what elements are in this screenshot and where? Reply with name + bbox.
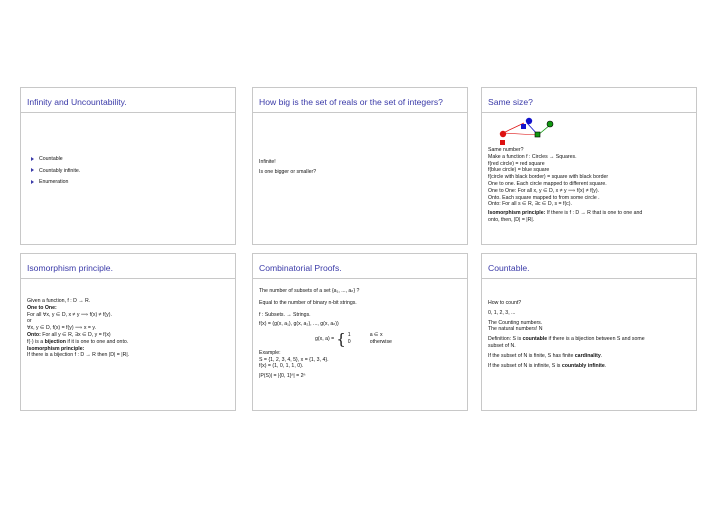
- text-line: The number of subsets of a set {a₁, ..., aₙ} ?: [259, 288, 360, 294]
- one-to-one-label: One to One:: [27, 304, 57, 311]
- slide-title: Combinatorial Proofs.: [259, 263, 342, 273]
- text-line: Onto. Each square mapped to from some circle .: [488, 194, 600, 201]
- piecewise-function: [315, 329, 463, 348]
- red-mapping-line: [503, 123, 524, 133]
- infinite-line: If the subset of N is infinite, S is countably infinite.: [488, 362, 607, 369]
- bullet-triangle-icon: [31, 157, 34, 161]
- title-divider: [21, 112, 235, 113]
- blue-circle-icon: [526, 118, 532, 124]
- finite-line: If the subset of N is finite, S has finite cardinality.: [488, 352, 603, 359]
- text-line: f(circle with black border) = square with black border: [488, 174, 609, 181]
- red-circle-icon: [500, 131, 506, 137]
- slide-title: Isomorphism principle.: [27, 263, 113, 273]
- black-border-square-icon: [535, 132, 540, 137]
- slide-combinatorial-proofs: [252, 253, 468, 411]
- isomorphism-principle: Isomorphism principle: If there is f : D → R that is one to one and: [488, 210, 643, 217]
- slide-isomorphism: [20, 253, 236, 411]
- text-line: |P(S)| = |{0, 1}ⁿ| = 2ⁿ: [259, 373, 306, 380]
- slide-infinity: [20, 87, 236, 245]
- text-line: Given a function, f : D → R.: [27, 298, 91, 304]
- red-square-icon: [500, 140, 505, 145]
- text-line: How to count?: [488, 300, 522, 306]
- text-line: f(blue circle) = blue square: [488, 167, 550, 174]
- red-mapping-line: [503, 133, 538, 135]
- bullet-item: Countably infinite.: [31, 168, 80, 180]
- text-line: f(x) = (g(x, a₁), g(x, a₂), ..., g(x, aₙ)): [259, 321, 339, 328]
- slide-body: [27, 298, 231, 359]
- bijection-line: f(·) is a bijection if it is one to one and onto.: [27, 338, 129, 345]
- function-lhs: g(x, a) =: [315, 335, 335, 342]
- slide-body: [488, 300, 692, 369]
- slide-body: [488, 147, 692, 224]
- case-row: 1 a ∈ x: [347, 332, 383, 339]
- slide-how-big: [252, 87, 468, 245]
- text-line: S = {1, 2, 3, 4, 5}, x = {1, 3, 4}.: [259, 356, 329, 363]
- circle-square-mapping-diagram: [494, 113, 574, 149]
- bullet-item: Enumeration: [31, 179, 80, 191]
- slide-title: How big is the set of reals or the set of integers?: [259, 97, 443, 107]
- onto-line: Onto: For all y ∈ R, ∃x ∈ D, y = f(x): [27, 331, 111, 338]
- slide-countable: [481, 253, 697, 411]
- text-line: Onto: For all s ∈ R, ∃c ∈ D, s = f(c).: [488, 201, 572, 208]
- blue-square-icon: [521, 124, 526, 129]
- title-divider: [21, 278, 235, 279]
- title-divider: [253, 112, 467, 113]
- text-line: 0, 1, 2, 3, ...: [488, 309, 516, 316]
- bullet-triangle-icon: [31, 168, 34, 172]
- text-line: f : Subsets. → Strings.: [259, 311, 311, 318]
- title-divider: [253, 278, 467, 279]
- bullet-item: Countable: [31, 156, 80, 168]
- slide-body: [259, 288, 463, 380]
- text-line: Same number?: [488, 147, 524, 153]
- slide-title: Infinity and Uncountability.: [27, 97, 127, 107]
- case-row: 0 otherwise: [347, 338, 392, 345]
- text-line: The Counting numbers.: [488, 319, 543, 326]
- bullet-triangle-icon: [31, 180, 34, 184]
- text-line: Infinite!: [259, 159, 276, 165]
- text-line: For all ∀x, y ∈ D, x ≠ y ⟹ f(x) ≠ f(y).: [27, 311, 112, 318]
- text-line: The natural numbers! N: [488, 326, 543, 333]
- black-border-circle-icon: [547, 121, 553, 127]
- text-line: or: [27, 318, 32, 325]
- isomorphism-label: Isomorphism principle:: [27, 345, 85, 352]
- text-line: Make a function f : Circles → Squares.: [488, 153, 577, 160]
- cases-list: [348, 332, 392, 346]
- text-line: onto, then, |D| = |R|.: [488, 216, 535, 223]
- text-line: Equal to the number of binary n-bit strings.: [259, 299, 357, 306]
- text-line: Is one bigger or smaller?: [259, 168, 317, 175]
- text-line: If there is a bijection f : D → R then |D| = |R|.: [27, 352, 130, 359]
- text-line: One to one. Each circle mapped to different square.: [488, 180, 607, 187]
- text-line: Example:: [259, 349, 281, 356]
- text-line: f(x) = (1, 0, 1, 1, 0).: [259, 363, 304, 370]
- text-line: ∀x, y ∈ D, f(x) = f(y) ⟹ x = y.: [27, 325, 97, 332]
- brace-icon: {: [336, 329, 346, 348]
- bullet-list: [31, 156, 80, 191]
- slide-title: Countable.: [488, 263, 530, 273]
- text-line: One to One: For all x, y ∈ D, x ≠ y ⟹ f(x) ≠ f(y).: [488, 187, 600, 194]
- slide-body: [259, 159, 463, 176]
- text-line: subset of N.: [488, 342, 516, 349]
- text-line: f(red circle) = red square: [488, 160, 545, 167]
- slide-same-size: [481, 87, 697, 245]
- definition-line: Definition: S is countable if there is a bijection between S and some: [488, 336, 645, 343]
- title-divider: [482, 278, 696, 279]
- slide-title: Same size?: [488, 97, 533, 107]
